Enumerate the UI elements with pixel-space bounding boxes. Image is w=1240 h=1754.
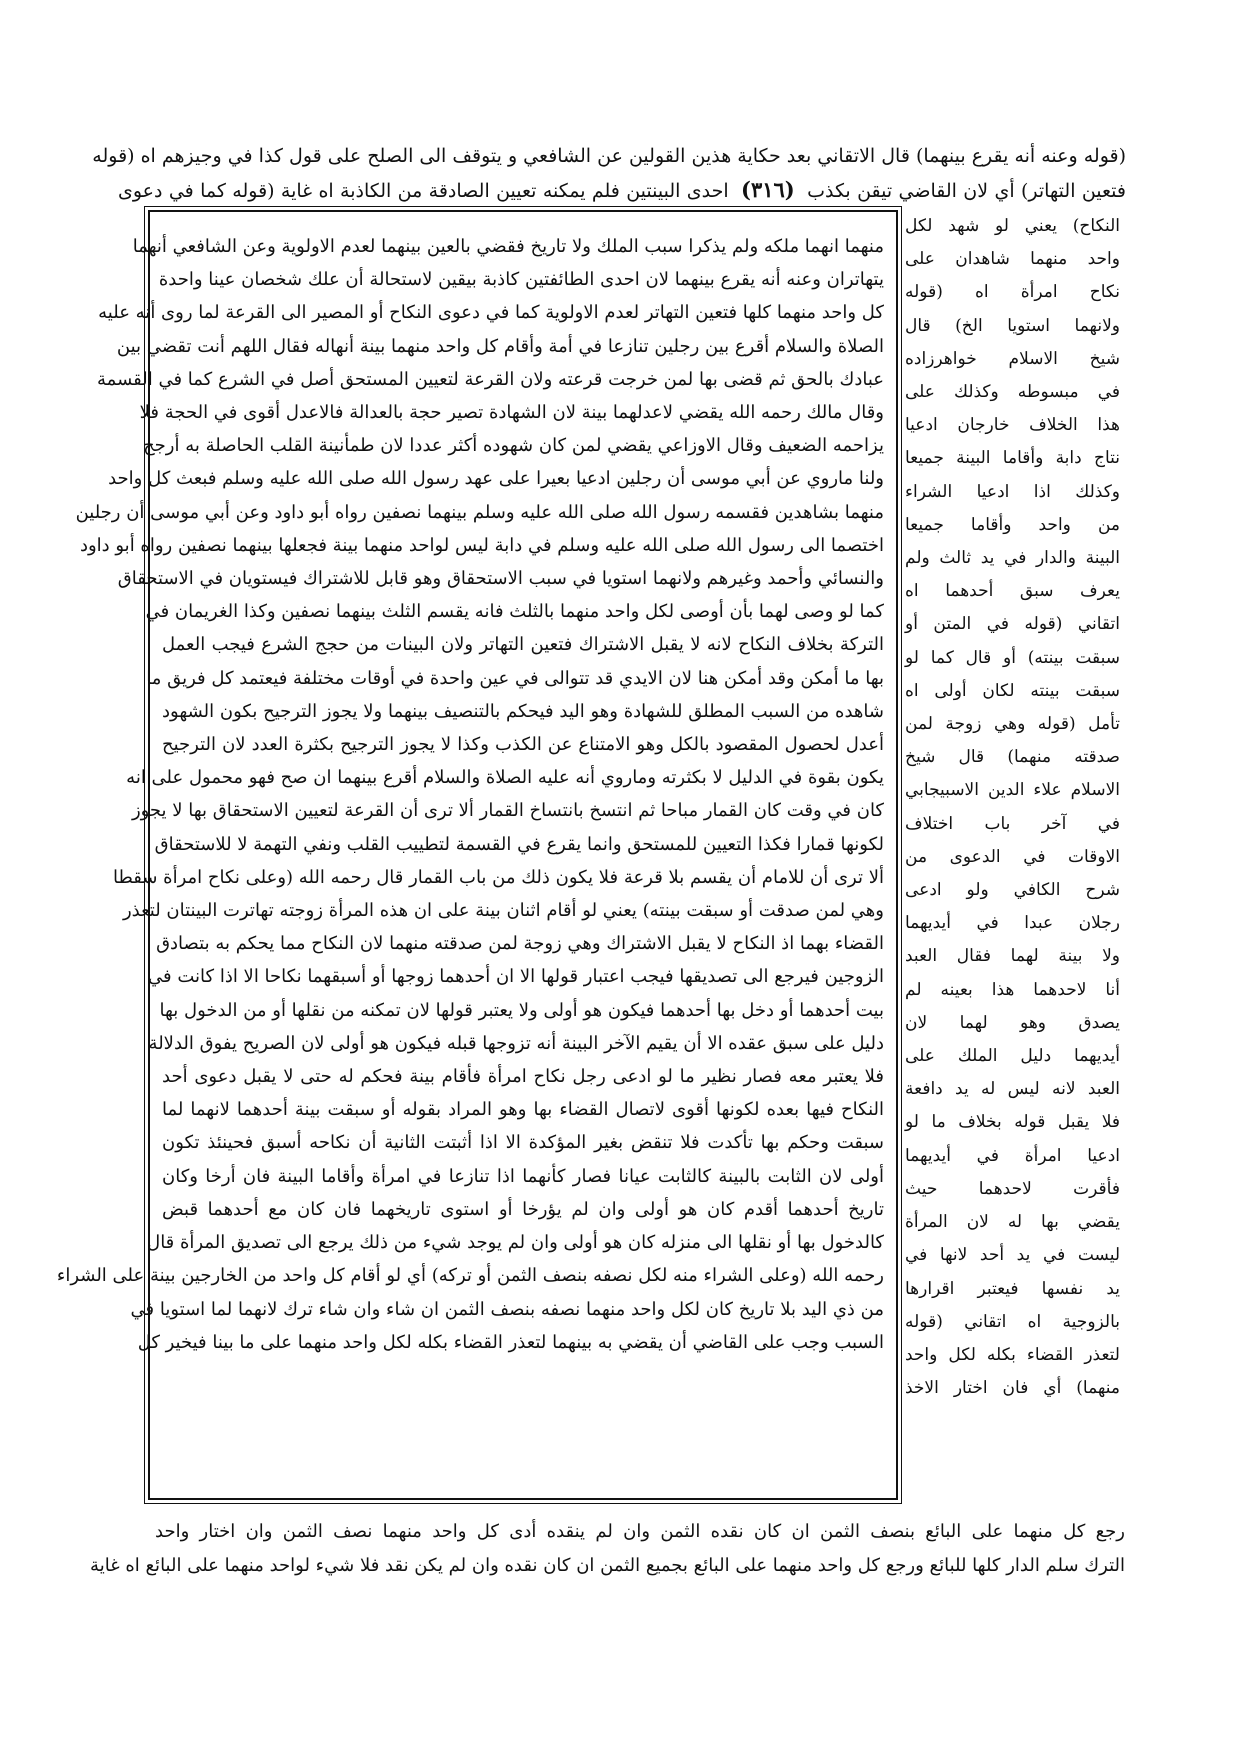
main-text-line: كما لو وصى لهما بأن أوصى لكل واحد منهما بالثلث فانه يقسم الثلث بينهما نصفين وكذا الغريمان في	[145, 601, 884, 623]
margin-line: ادعيا امرأة في أيديهما	[905, 1145, 1120, 1166]
margin-line: هذا الخلاف خارجان ادعيا	[905, 415, 1120, 436]
main-text-line: الصلاة والسلام أقرع بين رجلين تنازعا في أمة وأقام كل واحد منهما بينة أنهاله فقال اللهم أنت تقضي بين	[116, 335, 884, 357]
main-text-line: التركة بخلاف النكاح لانه لا يقبل الاشتراك فتعين التهاتر ولان البينات من حجج الشرع فيجب العمل	[162, 634, 884, 656]
main-text-line: كل واحد منهما كلها فتعين التهاتر لعدم الاولوية كما في دعوى النكاح أو المصير الى القرعة لما روى أنه عليه	[98, 302, 884, 324]
margin-line: اتقاني (قوله في المتن أو	[905, 614, 1120, 635]
margin-line: الاسلام علاء الدين الاسبيجابي	[905, 780, 1120, 801]
main-text-line: رحمه الله (وعلى الشراء منه لكل نصفه بنصف الثمن أو تركه) أي لو أقام كل واحد من الخارجين بينة على الشراء	[56, 1265, 884, 1287]
main-text-line: سبقت وحكم بها تأكدت فلا تنقض بغير المؤكدة الا اذا أثبتت الثانية أن نكاحه أسبق فحينئذ تكون	[162, 1132, 884, 1154]
margin-line: بالزوجية اه اتقاني (قوله	[905, 1311, 1120, 1332]
header-commentary	[92, 140, 1127, 208]
margin-line: من واحد وأقاما جميعا	[905, 514, 1120, 535]
main-text-line: السبب وجب على القاضي أن يقضي به بينهما لتعذر القضاء بكله لكل واحد منهما على ما بينا فيخير كل	[137, 1331, 884, 1353]
margin-line: شيخ الاسلام خواهرزاده	[905, 348, 1120, 369]
main-text-line: منهما انهما ملكه ولم يذكرا سبب الملك ولا تاريخ فقضي بالعين بينهما لعدم الاولوية وعن الشافعي أنهما	[132, 236, 884, 257]
margin-line: فلا يقبل قوله بخلاف ما لو	[905, 1112, 1120, 1133]
page-number: (٣١٦)	[741, 177, 795, 202]
margin-line: صدقته منهما) قال شيخ	[905, 747, 1120, 768]
margin-line: ولانهما استويا الخ) قال	[905, 315, 1120, 336]
margin-line: العبد لانه ليس له يد دافعة	[905, 1079, 1120, 1100]
margin-line: في آخر باب اختلاف	[905, 813, 1120, 834]
margin-line: الاوقات في الدعوى من	[905, 846, 1120, 867]
margin-line: منهما) أي فان اختار الاخذ	[905, 1378, 1120, 1399]
footer-commentary	[90, 1515, 1125, 1583]
main-text-line: وقال مالك رحمه الله يقضي لاعدلهما بينة لان الشهادة تصير حجة بالعدالة فالاعدل أقوى في الحجة فلا	[139, 402, 884, 424]
margin-line: النكاح) يعني لو شهد لكل	[905, 216, 1120, 236]
margin-line: شرح الكافي ولو ادعى	[905, 880, 1120, 901]
margin-line: يقضي بها له لان المرأة	[905, 1212, 1120, 1233]
margin-line: فأقرت لاحدهما حيث	[905, 1178, 1120, 1199]
main-text-line: وهي لمن صدقت أو سبقت بينته) يعني لو أقام اثنان بينة على ان هذه المرأة زوجته تهاترت البينتان لتعذر	[122, 900, 884, 922]
header-line-1: (قوله وعنه أنه يقرع بينهما) قال الاتقاني بعد حكاية هذين القولين عن الشافعي و يتوقف الى الصلح على قول كذا في وجيزهم اه (قوله	[92, 145, 1126, 167]
main-text-line: أعدل لحصول المقصود بالكل وهو الامتناع عن الكذب وكذا لا يجوز الترجيح بكثرة العدد لان الترجيح	[162, 734, 885, 756]
margin-line: نتاج دابة وأقاما البينة جميعا	[905, 448, 1120, 469]
main-text-line: تاريخ أحدهما أقدم كان هو أولى وان لم يؤرخا أو استوى تاريخهما فان كان مع أحدهما قبض	[162, 1198, 884, 1220]
main-text-line: بها ما أمكن وقد أمكن هنا لان الايدي قد تتوالى في عين واحدة في أوقات مختلفة فيعتمد كل فريق ما	[146, 667, 884, 689]
footer-line: رجع كل منهما على البائع بنصف الثمن ان كان نقده الثمن وان لم ينقده أدى كل واحد منهما نصف الثمن وان اختار واحد	[155, 1521, 1125, 1542]
main-text-line: كالدخول بها أو نقلها الى منزله كان هو أولى وان لم يوجد شيء من ذلك يرجع الى تصديق المرأة قال	[147, 1232, 884, 1254]
margin-line: يعرف سبق أحدهما اه	[905, 581, 1120, 602]
main-text-line: اختصما الى رسول الله صلى الله عليه وسلم في دابة ليس لواحد منهما بينة فجعلها بينهما نصفين رواه أبو داود	[79, 534, 884, 556]
margin-line: يد نفسها فيعتبر اقرارها	[905, 1278, 1120, 1299]
margin-line: رجلان عبدا في أيديهما	[905, 913, 1120, 934]
main-text	[56, 230, 885, 1359]
main-text-line: بيت أحدهما أو دخل بها أحدهما فيكون هو أولى ولا يعتبر قولها لان تمكنه من نقلها أو من الدخول بها	[159, 999, 884, 1021]
main-text-line: منهما بشاهدين فقسمه رسول الله صلى الله عليه وسلم بينهما نصفين رواه أبو داود وعن أبي موسى أن رجلين	[75, 501, 884, 523]
margin-line: وكذلك اذا ادعيا الشراء	[905, 481, 1120, 502]
margin-line: تأمل (قوله وهي زوجة لمن	[905, 714, 1120, 735]
margin-line: يصدق وهو لهما لان	[905, 1012, 1120, 1033]
margin-line: سبقت بينته) أو قال كما لو	[905, 647, 1120, 668]
footer-line: الترك سلم الدار كلها للبائع ورجع كل واحد منهما على البائع بجميع الثمن ان كان نقده وان لم يكن نقد فلا شيء لواحد منهما على البائع اه غاية	[90, 1555, 1125, 1576]
main-text-line: من ذي اليد بلا تاريخ كان لكل واحد منهما نصفه بنصف الثمن ان شاء وان شاء ترك لانهما لما استويا في	[130, 1298, 884, 1320]
margin-line: ولا بينة لهما فقال العبد	[905, 946, 1120, 967]
margin-line: ليست في يد أحد لانها في	[905, 1245, 1120, 1266]
margin-line: في مبسوطه وكذلك على	[905, 382, 1120, 403]
main-text-line: عبادك بالحق ثم قضى بها لمن خرجت قرعته ولان القرعة لتعيين المستحق أصل في الشرع كما في القسمة	[97, 368, 884, 390]
margin-line: أيديهما دليل الملك على	[905, 1046, 1120, 1067]
main-text-line: الزوجين فيرجع الى تصديقها فيجب اعتبار قولها الا ان أحدهما زوجها أو أسبقهما نكاحا الا اذا كانت في	[148, 966, 884, 988]
header-line-2-start: فتعين التهاتر) أي لان القاضي تيقن بكذب	[807, 180, 1127, 202]
main-text-line: ولنا ماروي عن أبي موسى أن رجلين ادعيا بعيرا على عهد رسول الله صلى الله عليه وسلم فبعث كل واحد	[108, 468, 884, 490]
main-text-line: لكونها قمارا فكذا التعيين للمستحق وانما يقرع في القسمة لتطييب القلب ونفي التهمة لا للاستحقاق	[154, 833, 884, 855]
header-line-2	[118, 173, 1126, 208]
margin-line: لتعذر القضاء بكله لكل واحد	[905, 1344, 1120, 1365]
margin-line: واحد منهما شاهدان على	[905, 249, 1120, 270]
margin-line: نكاح امرأة اه (قوله	[905, 282, 1120, 303]
main-text-line: كان في وقت كان القمار مباحا ثم انتسخ بانتساخ القمار ألا ترى أن القرعة لتعيين الاستحقاق بها لا يجوز	[131, 800, 884, 822]
main-text-line: القضاء بهما اذ النكاح لا يقبل الاشتراك وهي زوجة لمن صدقته منهما لان النكاح مما يحكم به بتصادق	[156, 933, 884, 955]
main-text-line: دليل على سبق عقده الا أن يقيم الآخر البينة أنه تزوجها قبله فيكون هو أولى لان الصريح يفوق الدلالة	[148, 1032, 884, 1054]
main-text-line: والنسائي وأحمد وغيرهم ولانهما استويا في سبب الاستحقاق وهو قابل للاشتراك فيستويان في الاستحقاق	[117, 568, 884, 590]
margin-line: أنا لاحدهما هذا بعينه لم	[905, 979, 1120, 1000]
margin-commentary	[905, 210, 1120, 1510]
main-text-line: شاهده من السبب المطلق للشهادة وهو اليد فيحكم بالتنصيف بينهما ولا يجوز الترجيح بكون الشهود	[162, 700, 884, 722]
main-text-line: فلا يعتبر معه فصار نظير ما لو ادعى رجل نكاح امرأة فأقام بينة فحكم له حتى لا يقبل دعوى أحد	[162, 1066, 884, 1088]
main-text-line: النكاح فيها بعده لكونها أقوى لاتصال القضاء بها وهو المراد بقوله أو سبقت بينة أحدهما لانهما لما	[162, 1099, 884, 1121]
main-text-line: يتهاتران وعنه أنه يقرع بينهما لان احدى الطائفتين كاذبة بيقين لاستحالة أن علك شخصان عينا واحدة	[158, 269, 884, 291]
main-text-line: يكون بقوة في الدليل لا بكثرته وماروي أنه عليه الصلاة والسلام أقرع بينهما ان صح فهو محمول على انه	[126, 767, 884, 789]
main-text-line: ألا ترى أن للامام أن يقسم بلا قرعة فلا يكون ذلك من باب القمار قال رحمه الله (وعلى نكاح امرأة سقطا	[113, 866, 884, 888]
margin-line: سبقت بينته لكان أولى اه	[905, 680, 1120, 701]
main-text-frame	[56, 210, 898, 1500]
header-line-2-end: احدى البينتين فلم يمكنه تعيين الصادقة من الكاذبة اه غاية (قوله كما في دعوى	[118, 180, 729, 202]
main-text-line: أولى لان الثابت بالبينة كالثابت عيانا فصار كأنهما اذا تنازعا في امرأة وأقاما البينة فان أرخا وكان	[162, 1165, 884, 1187]
main-text-line: يزاحمه الضعيف وقال الاوزاعي يقضي لمن كان شهوده أكثر عددا لان طمأنينة القلب الحاصلة به أرجح	[143, 435, 884, 457]
margin-line: البينة والدار في يد ثالث ولم	[905, 548, 1120, 569]
